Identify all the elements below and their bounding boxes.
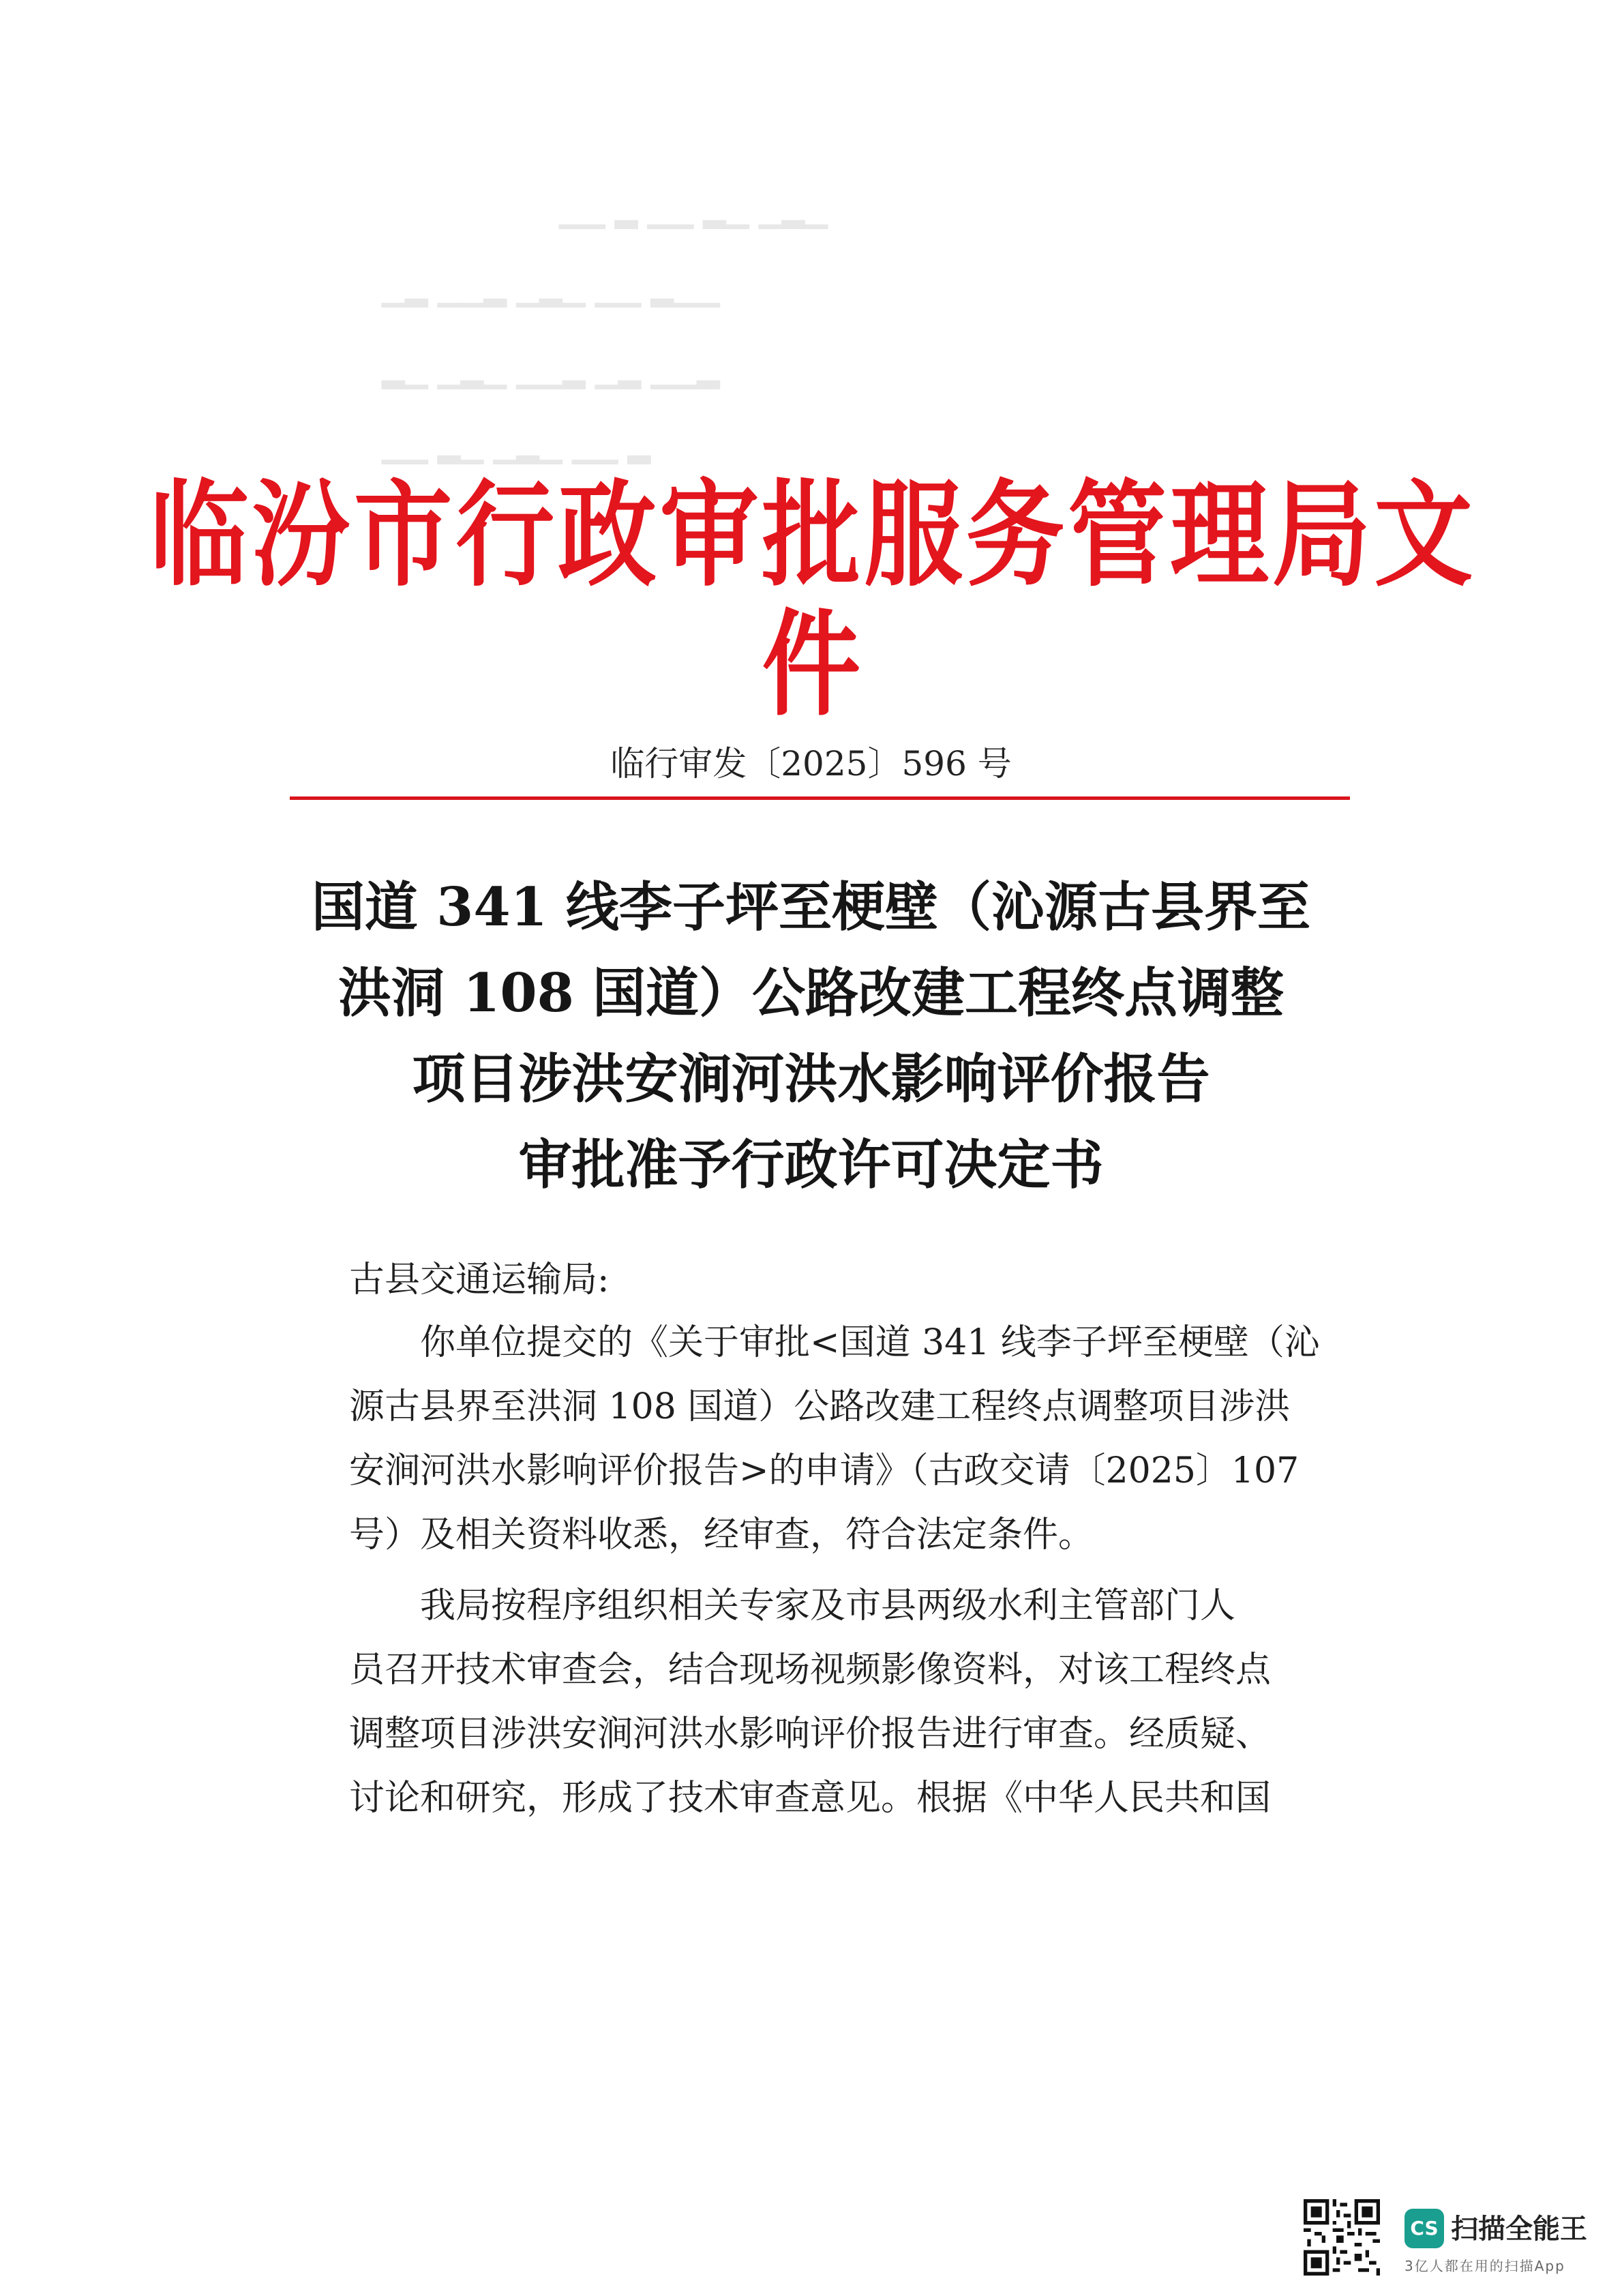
paragraph-line: 源古县界至洪洞 108 国道）公路改建工程终点调整项目涉洪 <box>349 1386 1291 1427</box>
issuer-title: 临汾市行政审批服务管理局文件 <box>149 468 1477 732</box>
paragraph-line: 安涧河洪水影响评价报告>的申请》（古政交请〔2025〕107 <box>349 1450 1300 1491</box>
document-body <box>349 1249 1355 1830</box>
paragraph-line: 我局按程序组织相关专家及市县两级水利主管部门人 <box>420 1585 1236 1626</box>
paragraph-line: 调整项目涉洪安涧河洪水影响评价报告进行审查。经质疑、 <box>349 1714 1272 1755</box>
document-heading <box>0 865 1622 1208</box>
bleed-through-decoration: ▁▁ ▂ ▁▁ ▂▁ ▁▂▁ <box>559 194 828 229</box>
paragraph-gap <box>349 1567 1355 1574</box>
salutation: 古县交通运输局: <box>349 1259 610 1300</box>
paragraph-line: 讨论和研究，形成了技术审查意见。根据《中华人民共和国 <box>349 1778 1272 1819</box>
camscanner-logo-icon: CS <box>1405 2209 1444 2248</box>
scanner-watermark <box>1304 2199 1590 2281</box>
heading-line: 洪洞 108 国道）公路改建工程终点调整 <box>337 962 1285 1024</box>
bleed-through-decoration: ▂▁ ▁▂▁ ▁▁▂ ▁▂ ▁▁▂ <box>382 355 720 389</box>
scanner-tagline: 3亿人都在用的扫描App <box>1405 2258 1565 2274</box>
red-divider-line <box>290 796 1350 800</box>
paragraph-application <box>349 1311 1355 1567</box>
document-number: 临行审发〔2025〕596 号 <box>610 744 1012 784</box>
scanner-app-name: 扫描全能王 <box>1451 2213 1587 2245</box>
paragraph-review <box>349 1574 1355 1830</box>
bleed-through-decoration: ▁▂ ▁▁▂ ▁▂▁ ▁▁ ▂▁▁ <box>382 273 720 308</box>
qr-code-icon <box>1304 2199 1380 2276</box>
paragraph-line: 你单位提交的《关于审批<国道 341 线李子坪至梗壁（沁 <box>420 1322 1320 1363</box>
heading-line: 国道 341 线李子坪至梗壁（沁源古县界至 <box>311 876 1311 938</box>
heading-line: 项目涉洪安涧河洪水影响评价报告 <box>412 1048 1210 1110</box>
bleed-through-decoration: ▁▁ ▂▁ ▁▂▁ ▁▁ ▂ <box>382 430 651 464</box>
heading-line: 审批准予行政许可决定书 <box>518 1134 1104 1196</box>
paragraph-line: 员召开技术审查会，结合现场视频影像资料，对该工程终点 <box>349 1650 1272 1690</box>
paragraph-line: 号）及相关资料收悉，经审查，符合法定条件。 <box>349 1515 1094 1555</box>
